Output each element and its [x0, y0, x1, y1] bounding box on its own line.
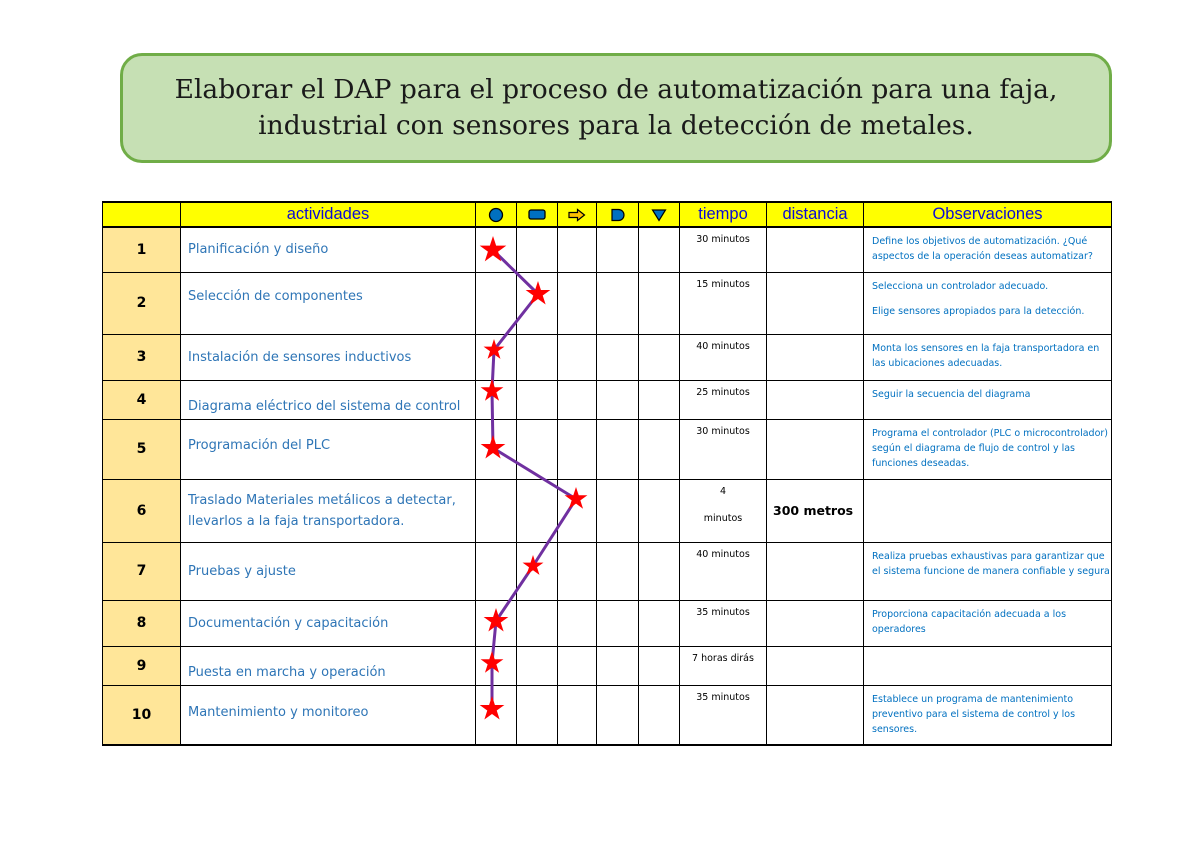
distance-cell — [767, 419, 864, 479]
storage-triangle-icon — [651, 208, 667, 222]
symbol-cell — [639, 685, 680, 745]
symbol-cell — [597, 227, 639, 272]
observation-text: Elige sensores apropiados para la detección. — [872, 305, 1085, 317]
header-tiempo: tiempo — [680, 202, 767, 227]
time-cell: 25 minutos — [680, 380, 767, 419]
row-number: 6 — [103, 479, 181, 542]
observation-text: Seguir la secuencia del diagrama — [872, 388, 1031, 400]
distance-cell — [767, 685, 864, 745]
row-number: 5 — [103, 419, 181, 479]
activity-cell: Instalación de sensores inductivos — [181, 334, 476, 380]
symbol-cell — [597, 542, 639, 600]
transport-arrow-icon — [568, 208, 586, 222]
header-almacenamiento — [639, 202, 680, 227]
symbol-cell — [517, 419, 558, 479]
table-row — [103, 419, 1112, 479]
observation-cell — [864, 685, 1112, 745]
table-row — [103, 227, 1112, 272]
symbol-cell — [476, 685, 517, 745]
observation-cell — [864, 334, 1112, 380]
observation-text: Programa el controlador (PLC o microcontrolador) según el diagrama de flujo de control y las funciones deseadas. — [872, 427, 1108, 469]
table-row — [103, 272, 1112, 334]
time-cell: 30 minutos — [680, 419, 767, 479]
activity-cell: Selección de componentes — [181, 272, 476, 334]
observation-cell — [864, 272, 1112, 334]
time-cell: 35 minutos — [680, 600, 767, 646]
time-cell: 35 minutos — [680, 685, 767, 745]
symbol-cell — [639, 646, 680, 685]
time-cell — [680, 479, 767, 542]
table-row — [103, 542, 1112, 600]
operation-circle-icon — [488, 207, 504, 223]
symbol-cell — [639, 479, 680, 542]
inspection-square-icon — [528, 208, 546, 221]
symbol-cell — [517, 542, 558, 600]
symbol-cell — [517, 685, 558, 745]
symbol-cell — [517, 479, 558, 542]
symbol-cell — [517, 334, 558, 380]
symbol-cell — [558, 380, 597, 419]
header-observaciones: Observaciones — [864, 202, 1112, 227]
symbol-cell — [639, 334, 680, 380]
activity-cell: Programación del PLC — [181, 419, 476, 479]
table-row — [103, 600, 1112, 646]
title-line-1: Elaborar el DAP para el proceso de automatización para una faja, — [174, 74, 1058, 105]
symbol-cell — [476, 227, 517, 272]
observation-cell — [864, 646, 1112, 685]
symbol-cell — [558, 479, 597, 542]
table-row — [103, 479, 1112, 542]
symbol-cell — [558, 227, 597, 272]
time-unit: minutos — [703, 512, 743, 524]
table-row — [103, 380, 1112, 419]
activity-cell: Mantenimiento y monitoreo — [181, 685, 476, 745]
row-number: 2 — [103, 272, 181, 334]
table-header-row — [103, 202, 1112, 227]
observation-text: Realiza pruebas exhaustivas para garantizar que el sistema funcione de manera confiable y segura — [872, 550, 1110, 577]
symbol-cell — [597, 419, 639, 479]
symbol-cell — [558, 334, 597, 380]
observation-cell — [864, 600, 1112, 646]
symbol-cell — [597, 380, 639, 419]
time-cell: 15 minutos — [680, 272, 767, 334]
symbol-cell — [597, 600, 639, 646]
symbol-cell — [476, 419, 517, 479]
distance-cell — [767, 272, 864, 334]
row-number: 10 — [103, 685, 181, 745]
header-demora — [597, 202, 639, 227]
observation-text: Monta los sensores en la faja transportadora en las ubicaciones adecuadas. — [872, 342, 1100, 369]
symbol-cell — [558, 272, 597, 334]
header-actividades: actividades — [181, 202, 476, 227]
symbol-cell — [517, 646, 558, 685]
symbol-cell — [639, 272, 680, 334]
symbol-cell — [639, 542, 680, 600]
symbol-cell — [597, 272, 639, 334]
observation-text: Proporciona capacitación adecuada a los operadores — [872, 608, 1067, 635]
distance-cell: 300 metros — [767, 479, 864, 542]
table-row — [103, 685, 1112, 745]
symbol-cell — [639, 419, 680, 479]
observation-cell — [864, 419, 1112, 479]
symbol-cell — [517, 272, 558, 334]
header-inspeccion — [517, 202, 558, 227]
distance-cell — [767, 646, 864, 685]
observation-text: Establece un programa de mantenimiento preventivo para el sistema de control y los sensores. — [872, 693, 1076, 735]
activity-cell: Puesta en marcha y operación — [181, 646, 476, 685]
row-number: 4 — [103, 380, 181, 419]
observation-cell — [864, 227, 1112, 272]
symbol-cell — [597, 646, 639, 685]
dap-table — [102, 201, 1112, 746]
observation-text: Selecciona un controlador adecuado. — [872, 280, 1049, 292]
observation-cell — [864, 542, 1112, 600]
distance-cell — [767, 334, 864, 380]
table-row — [103, 646, 1112, 685]
activity-cell: Pruebas y ajuste — [181, 542, 476, 600]
symbol-cell — [597, 479, 639, 542]
symbol-cell — [476, 479, 517, 542]
time-value: 4 — [719, 485, 727, 497]
observation-cell — [864, 380, 1112, 419]
distance-cell — [767, 380, 864, 419]
title-line-2: industrial con sensores para la detección de metales. — [258, 110, 974, 141]
header-operacion — [476, 202, 517, 227]
row-number: 7 — [103, 542, 181, 600]
time-cell: 7 horas dirás — [680, 646, 767, 685]
distance-cell — [767, 227, 864, 272]
symbol-cell — [517, 600, 558, 646]
activity-cell: Planificación y diseño — [181, 227, 476, 272]
activity-cell: Traslado Materiales metálicos a detectar, llevarlos a la faja transportadora. — [181, 479, 476, 542]
symbol-cell — [476, 334, 517, 380]
symbol-cell — [558, 646, 597, 685]
symbol-cell — [476, 600, 517, 646]
observation-cell — [864, 479, 1112, 542]
symbol-cell — [476, 272, 517, 334]
row-number: 9 — [103, 646, 181, 685]
time-cell: 40 minutos — [680, 334, 767, 380]
distance-cell — [767, 600, 864, 646]
row-number: 3 — [103, 334, 181, 380]
row-number: 8 — [103, 600, 181, 646]
title-box — [120, 53, 1112, 163]
symbol-cell — [639, 600, 680, 646]
symbol-cell — [639, 227, 680, 272]
table-row — [103, 334, 1112, 380]
symbol-cell — [639, 380, 680, 419]
symbol-cell — [597, 334, 639, 380]
symbol-cell — [558, 419, 597, 479]
symbol-cell — [476, 380, 517, 419]
symbol-cell — [476, 646, 517, 685]
activity-cell: Documentación y capacitación — [181, 600, 476, 646]
header-distancia: distancia — [767, 202, 864, 227]
time-cell: 40 minutos — [680, 542, 767, 600]
observation-text: Define los objetivos de automatización. ¿Qué aspectos de la operación deseas automatizar? — [872, 236, 1093, 262]
delay-d-icon — [610, 208, 626, 222]
distance-cell — [767, 542, 864, 600]
header-num — [103, 202, 181, 227]
header-transporte — [558, 202, 597, 227]
time-cell: 30 minutos — [680, 227, 767, 272]
symbol-cell — [597, 685, 639, 745]
symbol-cell — [558, 542, 597, 600]
symbol-cell — [517, 227, 558, 272]
activity-cell: Diagrama eléctrico del sistema de control — [181, 380, 476, 419]
symbol-cell — [558, 600, 597, 646]
row-number: 1 — [103, 227, 181, 272]
symbol-cell — [517, 380, 558, 419]
symbol-cell — [558, 685, 597, 745]
symbol-cell — [476, 542, 517, 600]
